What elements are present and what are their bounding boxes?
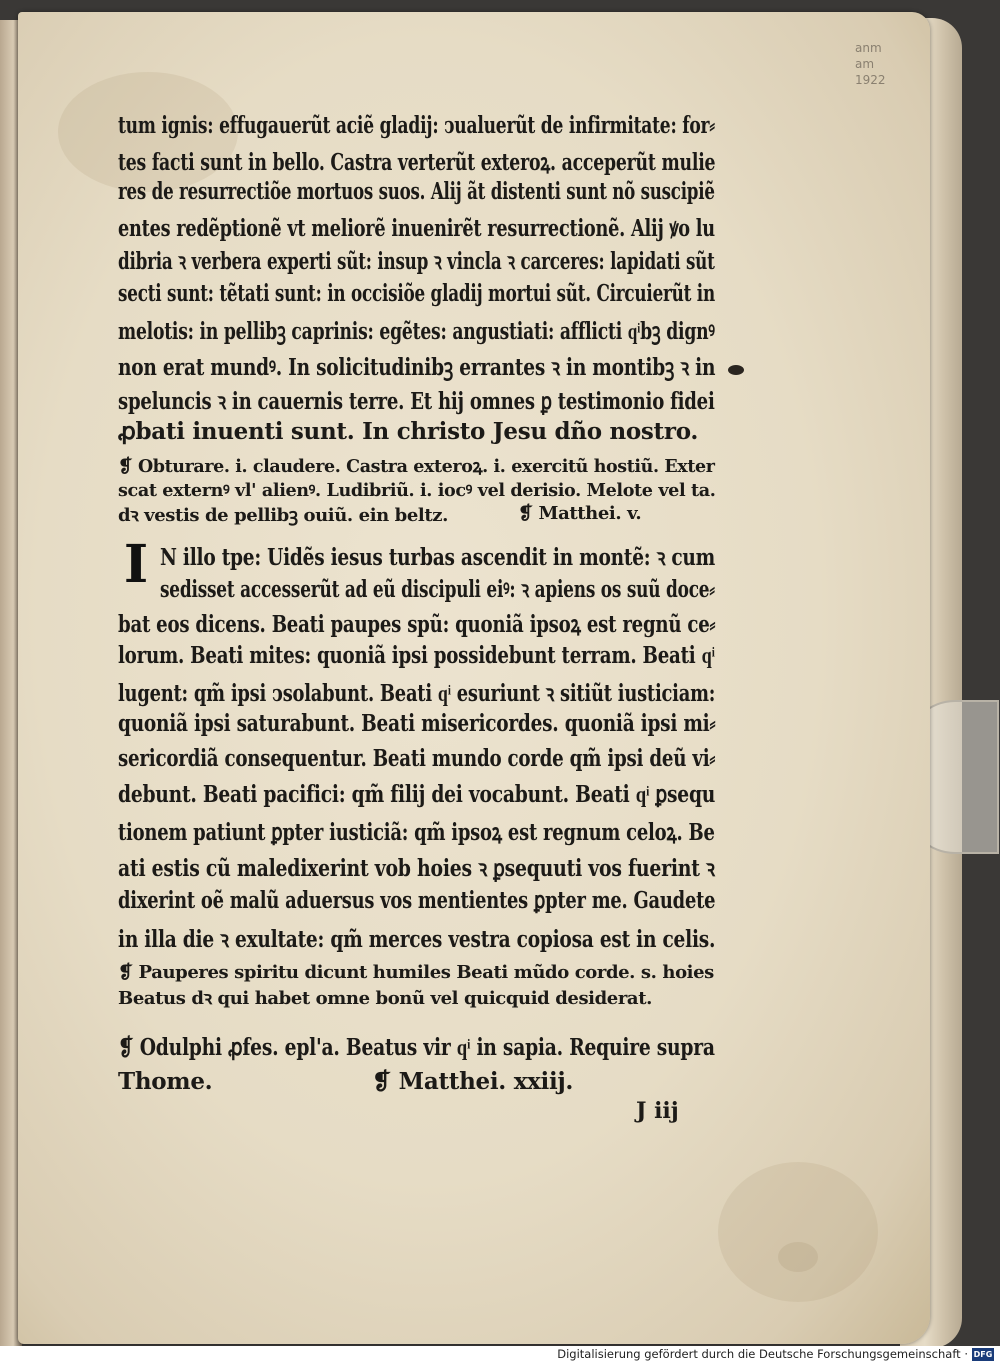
text-line: in illa die ꝛ exultate: qm̃ merces vestra copiosa est in celis.	[118, 926, 716, 953]
text-line: ati estis cũ maledixerint vob hoies ꝛ ꝑsequuti vos fuerint ꝛ	[118, 855, 715, 882]
paper-stain	[778, 1242, 818, 1272]
text-line: quoniã ipsi saturabunt. Beati misericordes. quoniã ipsi mi⸗	[118, 710, 716, 737]
note-line: ❡ Pauperes spiritu dicunt humiles Beati mũdo corde. s. hoies	[118, 962, 714, 983]
text-line: bat eos dicens. Beati paupes spũ: quoniã ipsoꝝ est regnũ ce⸗	[118, 611, 716, 638]
text-line: dibria ꝛ verbera experti sũt: insup ꝛ vincla ꝛ carceres: lapidati sũt	[118, 248, 715, 275]
marginalia: anm am 1922	[855, 41, 886, 87]
funding-credit: Digitalisierung gefördert durch die Deutsche Forschungsgemeinschaft ·	[557, 1347, 968, 1361]
text-line: Thome.	[118, 1068, 213, 1095]
text-line: entes redẽptionẽ vt meliorẽ inuenirẽt resurrectionẽ. Alij ꝟo lu	[118, 215, 715, 242]
text-line: speluncis ꝛ in cauernis terre. Et hij omnes ꝑ testimonio fidei	[118, 388, 715, 415]
note-line: scat externꝰ vl' alienꝰ. Ludibriũ. i. iocꝰ vel derisio. Melote vel ta.	[118, 480, 716, 501]
text-line: sedisset accesserũt ad eũ discipuli eiꝰ: ꝛ apiens os suũ doce⸗	[160, 576, 715, 603]
text-line: tum ignis: effugauerũt aciẽ gladij: ↄualuerũt de infirmitate: for⸗	[118, 112, 715, 139]
text-line: debunt. Beati pacifici: qm̃ filij dei vocabunt. Beati qͥ ꝑsequ	[118, 781, 716, 808]
note-line: ❡ Obturare. i. claudere. Castra exteroꝝ. i. exercitũ hostiũ. Exter	[118, 456, 715, 477]
text-line: lugent: qm̃ ipsi ↄsolabunt. Beati qͥ esuriunt ꝛ sitiũt iusticiam:	[118, 680, 716, 707]
note-line: Beatus dꝛ qui habet omne bonũ vel quicquid desiderat.	[118, 988, 652, 1009]
text-line: N illo tpe: Uidẽs iesus turbas ascendit in montẽ: ꝛ cum	[160, 544, 716, 571]
signature-mark: J iij	[636, 1098, 679, 1124]
text-line: res de resurrectiõe mortuos suos. Alij ãt distenti sunt nõ suscipiẽ	[118, 178, 715, 205]
text-line: sericordiã consequentur. Beati mundo corde qm̃ ipsi deũ vi⸗	[118, 745, 716, 772]
rubric-heading: ❡ Matthei. v.	[518, 503, 642, 524]
text-line: melotis: in pellibꝫ caprinis: egẽtes: angustiati: afflicti qͥbꝫ dignꝰ	[118, 318, 715, 345]
text-line: tionem patiunt ꝑpter iusticiã: qm̃ ipsoꝝ est regnum celoꝝ. Be	[118, 819, 715, 846]
paper-stain	[718, 1162, 878, 1302]
text-line: ꝓbati inuenti sunt. In christo Jesu dño nostro.	[118, 418, 699, 445]
dfg-logo: DFG	[973, 1350, 993, 1359]
decorated-initial: I	[123, 534, 149, 595]
text-line: non erat mundꝰ. In solicitudinibꝫ errantes ꝛ in montibꝫ ꝛ in	[118, 354, 716, 381]
text-line: secti sunt: tẽtati sunt: in occisiõe gladij mortui sũt. Circuierũt in	[118, 280, 715, 307]
text-line: lorum. Beati mites: quoniã ipsi possidebunt terram. Beati qͥ	[118, 642, 715, 669]
text-line: ❡ Odulphi ꝓfes. epl'a. Beatus vir qͥ in sapia. Require supra	[118, 1034, 715, 1061]
note-line: dꝛ vestis de pellibꝫ ouiũ. ein beltz.	[118, 505, 448, 526]
rubric-heading: ❡ Matthei. xxiij.	[372, 1068, 574, 1095]
text-line: tes facti sunt in bello. Castra verterũt exteroꝝ. acceperũt mulie	[118, 149, 716, 176]
ink-blot	[728, 365, 744, 375]
text-line: dixerint oẽ malũ aduersus vos mentientes ꝑpter me. Gaudete	[118, 887, 716, 914]
